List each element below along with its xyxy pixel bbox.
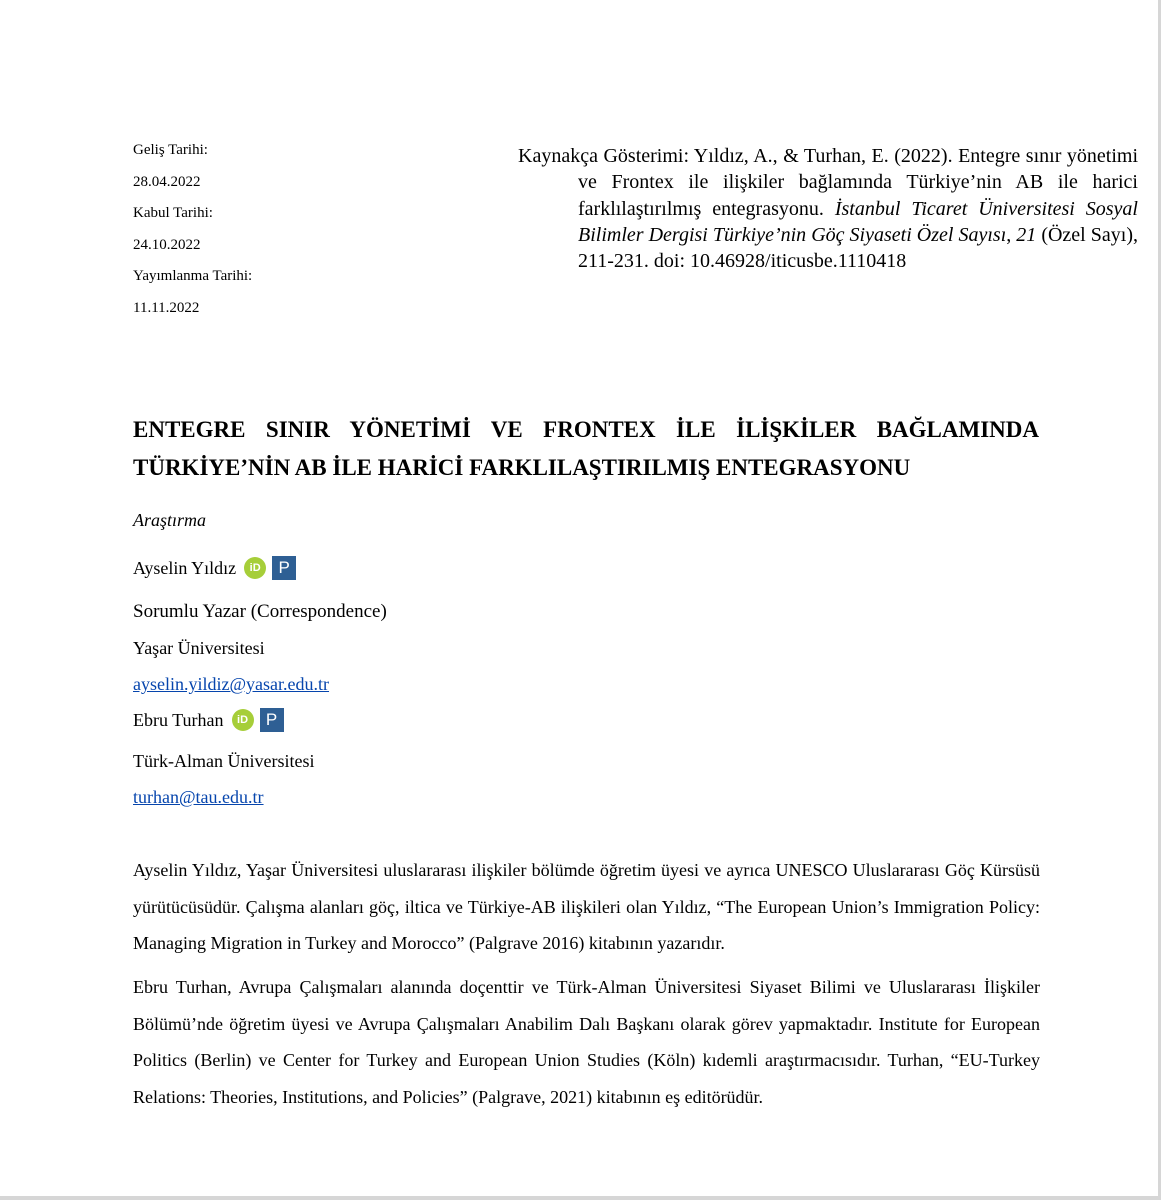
author-1 — [133, 556, 296, 580]
author-2-name: Ebru Turhan — [133, 709, 224, 730]
publons-icon[interactable]: P — [260, 708, 284, 732]
received-date: 28.04.2022 — [133, 173, 201, 190]
author-1-name: Ayselin Yıldız — [133, 557, 237, 578]
author-2-email-link[interactable]: turhan@tau.edu.tr — [133, 787, 264, 807]
title-line-1: ENTEGRE SINIR YÖNETİMİ VE FRONTEX İLE İLİŞKİLER BAĞLAMINDA — [133, 417, 1039, 442]
author-2-institution: Türk-Alman Üniversitesi — [133, 751, 315, 771]
citation-journal: İstanbul Ticaret Üniversitesi Sosyal Bilimler Dergisi Türkiye’nin Göç Siyaseti Özel Sayısı — [578, 197, 1138, 246]
citation-prefix: Kaynakça Gösterimi: Yıldız, A., & Turhan, E. (2022). Entegre sınır yönetimi ve Frontex ile ilişkiler bağlamında Türkiye’nin AB ile harici farklılaştırılmış entegrasyonu. — [518, 145, 1138, 220]
citation-suffix: (Özel Sayı), 211-231. doi: 10.46928/iticusbe.1110418 — [578, 223, 1138, 273]
author-1-institution: Yaşar Üniversitesi — [133, 638, 265, 658]
orcid-icon[interactable]: iD — [232, 709, 254, 731]
publons-icon[interactable]: P — [272, 556, 296, 580]
citation-sep: , — [1006, 223, 1017, 246]
author-1-email-link[interactable]: ayselin.yildiz@yasar.edu.tr — [133, 674, 330, 694]
submission-dates — [133, 140, 252, 329]
page-edge-bottom — [0, 1196, 1161, 1200]
orcid-icon[interactable]: iD — [244, 557, 266, 579]
title-line-2: TÜRKİYE’NİN AB İLE HARİCİ FARKLILAŞTIRILMIŞ ENTEGRASYONU — [133, 455, 911, 480]
accepted-date: 24.10.2022 — [133, 236, 201, 253]
citation-volume: 21 — [1016, 223, 1037, 246]
published-date: 11.11.2022 — [133, 299, 200, 316]
author-2-bio: Ebru Turhan, Avrupa Çalışmaları alanında doçenttir ve Türk-Alman Üniversitesi Siyaset Bilimi ve Uluslararası İlişkiler Bölümü’nde öğretim üyesi ve Avrupa Çalışmaları Anabilim Dalı Başkanı olarak görev yapmaktadır. Institute for European Politics (Berlin) ve Center for Turkey and European Union Studies (Köln) kıdemli araştırmacısıdır. Turhan, “EU-Turkey Relations: Theories, Institutions, and Policies” (Palgrave, 2021) kitabının eş editörüdür. — [133, 977, 1040, 1107]
accepted-label: Kabul Tarihi: — [133, 205, 213, 221]
published-label: Yayımlanma Tarihi: — [133, 268, 253, 284]
received-label: Geliş Tarihi: — [133, 142, 208, 158]
author-1-bio: Ayselin Yıldız, Yaşar Üniversitesi uluslararası ilişkiler bölümde öğretim üyesi ve ayrıca UNESCO Uluslararası Göç Kürsüsü yürütücüsüdür. Çalışma alanları göç, iltica ve Türkiye-AB ilişkileri olan Yıldız, “The European Union’s Immigration Policy: Managing Migration in Turkey and Morocco” (Palgrave 2016) kitabının yazarıdır. — [133, 860, 1040, 953]
citation-block — [518, 143, 1138, 274]
article-title — [133, 411, 1039, 487]
article-type: Araştırma — [133, 510, 207, 530]
corresponding-author-label: Sorumlu Yazar (Correspondence) — [133, 601, 387, 622]
author-2 — [133, 708, 284, 732]
